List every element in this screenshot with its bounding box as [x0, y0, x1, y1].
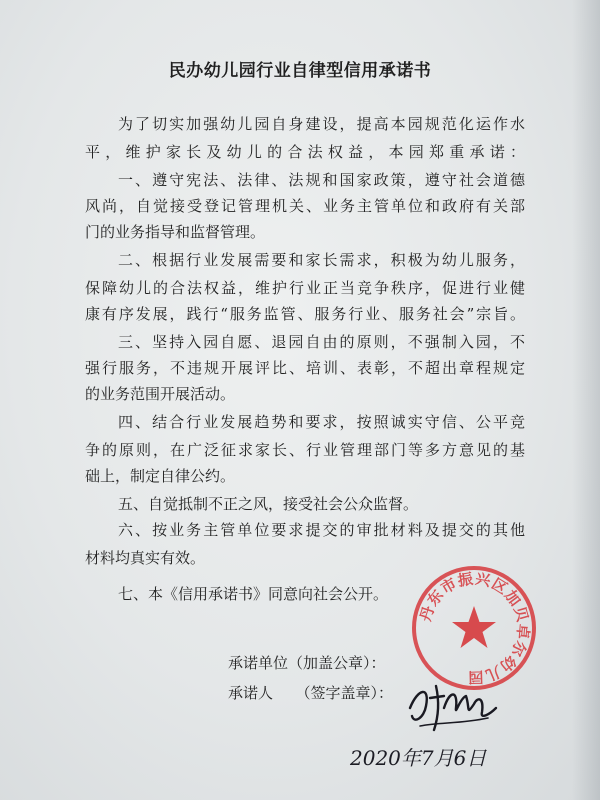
paragraph-line: 一、遵守宪法、法律、法规和国家政策，遵守社会道德 [118, 171, 525, 189]
paragraph-line: 康有序发展，践行“服务监管、服务行业、服务社会”宗旨。 [85, 305, 525, 323]
paragraph-line: 材料均真实有效。 [85, 549, 206, 567]
signature-person-label: 承诺人 （签字盖章）： [228, 684, 394, 702]
paragraph-line: 门的业务指导和监督管理。 [85, 223, 266, 241]
paragraph-line: 的业务范围开展活动。 [85, 385, 236, 403]
signature-unit-label: 承诺单位（加盖公章）： [228, 654, 386, 672]
paragraph-line: 七、本《信用承诺书》同意向社会公开。 [118, 585, 389, 603]
paragraph-line: 二、根据行业发展需要和家长需求，积极为幼儿服务， [118, 251, 525, 269]
paragraph-line: 平，维护家长及幼儿的合法权益，本园郑重承诺： [85, 143, 525, 161]
paragraph-line: 强行服务，不违规开展评比、培训、表彰，不超出章程规定 [85, 359, 525, 377]
paragraph-line: 为了切实加强幼儿园自身建设，提高本园规范化运作水 [118, 115, 525, 133]
handwritten-date: 2020年7月6日 [350, 746, 487, 770]
document-title: 民办幼儿园行业自律型信用承诺书 [168, 61, 432, 81]
paragraph-line: 六、按业务主管单位要求提交的审批材料及提交的其他 [118, 521, 525, 539]
paragraph-line: 保障幼儿的合法权益，维护行业正当竞争秩序，促进行业健 [85, 279, 525, 297]
svg-text:丹东市振兴区加贝卓尔幼儿园: 丹东市振兴区加贝卓尔幼儿园 [416, 569, 533, 687]
paragraph-line: 五、自觉抵制不正之风，接受社会公众监督。 [118, 495, 419, 513]
paragraph-line: 础上，制定自律公约。 [85, 467, 236, 485]
handwritten-signature-icon [400, 668, 500, 738]
paragraph-line: 风尚，自觉接受登记管理机关、业务主管单位和政府有关部 [85, 197, 525, 215]
paragraph-line: 三、坚持入园自愿、退园自由的原则，不强制入园，不 [118, 333, 525, 351]
paragraph-line: 争的原则，在广泛征求家长、行业管理部门等多方意见的基 [85, 441, 525, 459]
paragraph-line: 四、结合行业发展趋势和要求，按照诚实守信、公平竞 [118, 413, 525, 431]
